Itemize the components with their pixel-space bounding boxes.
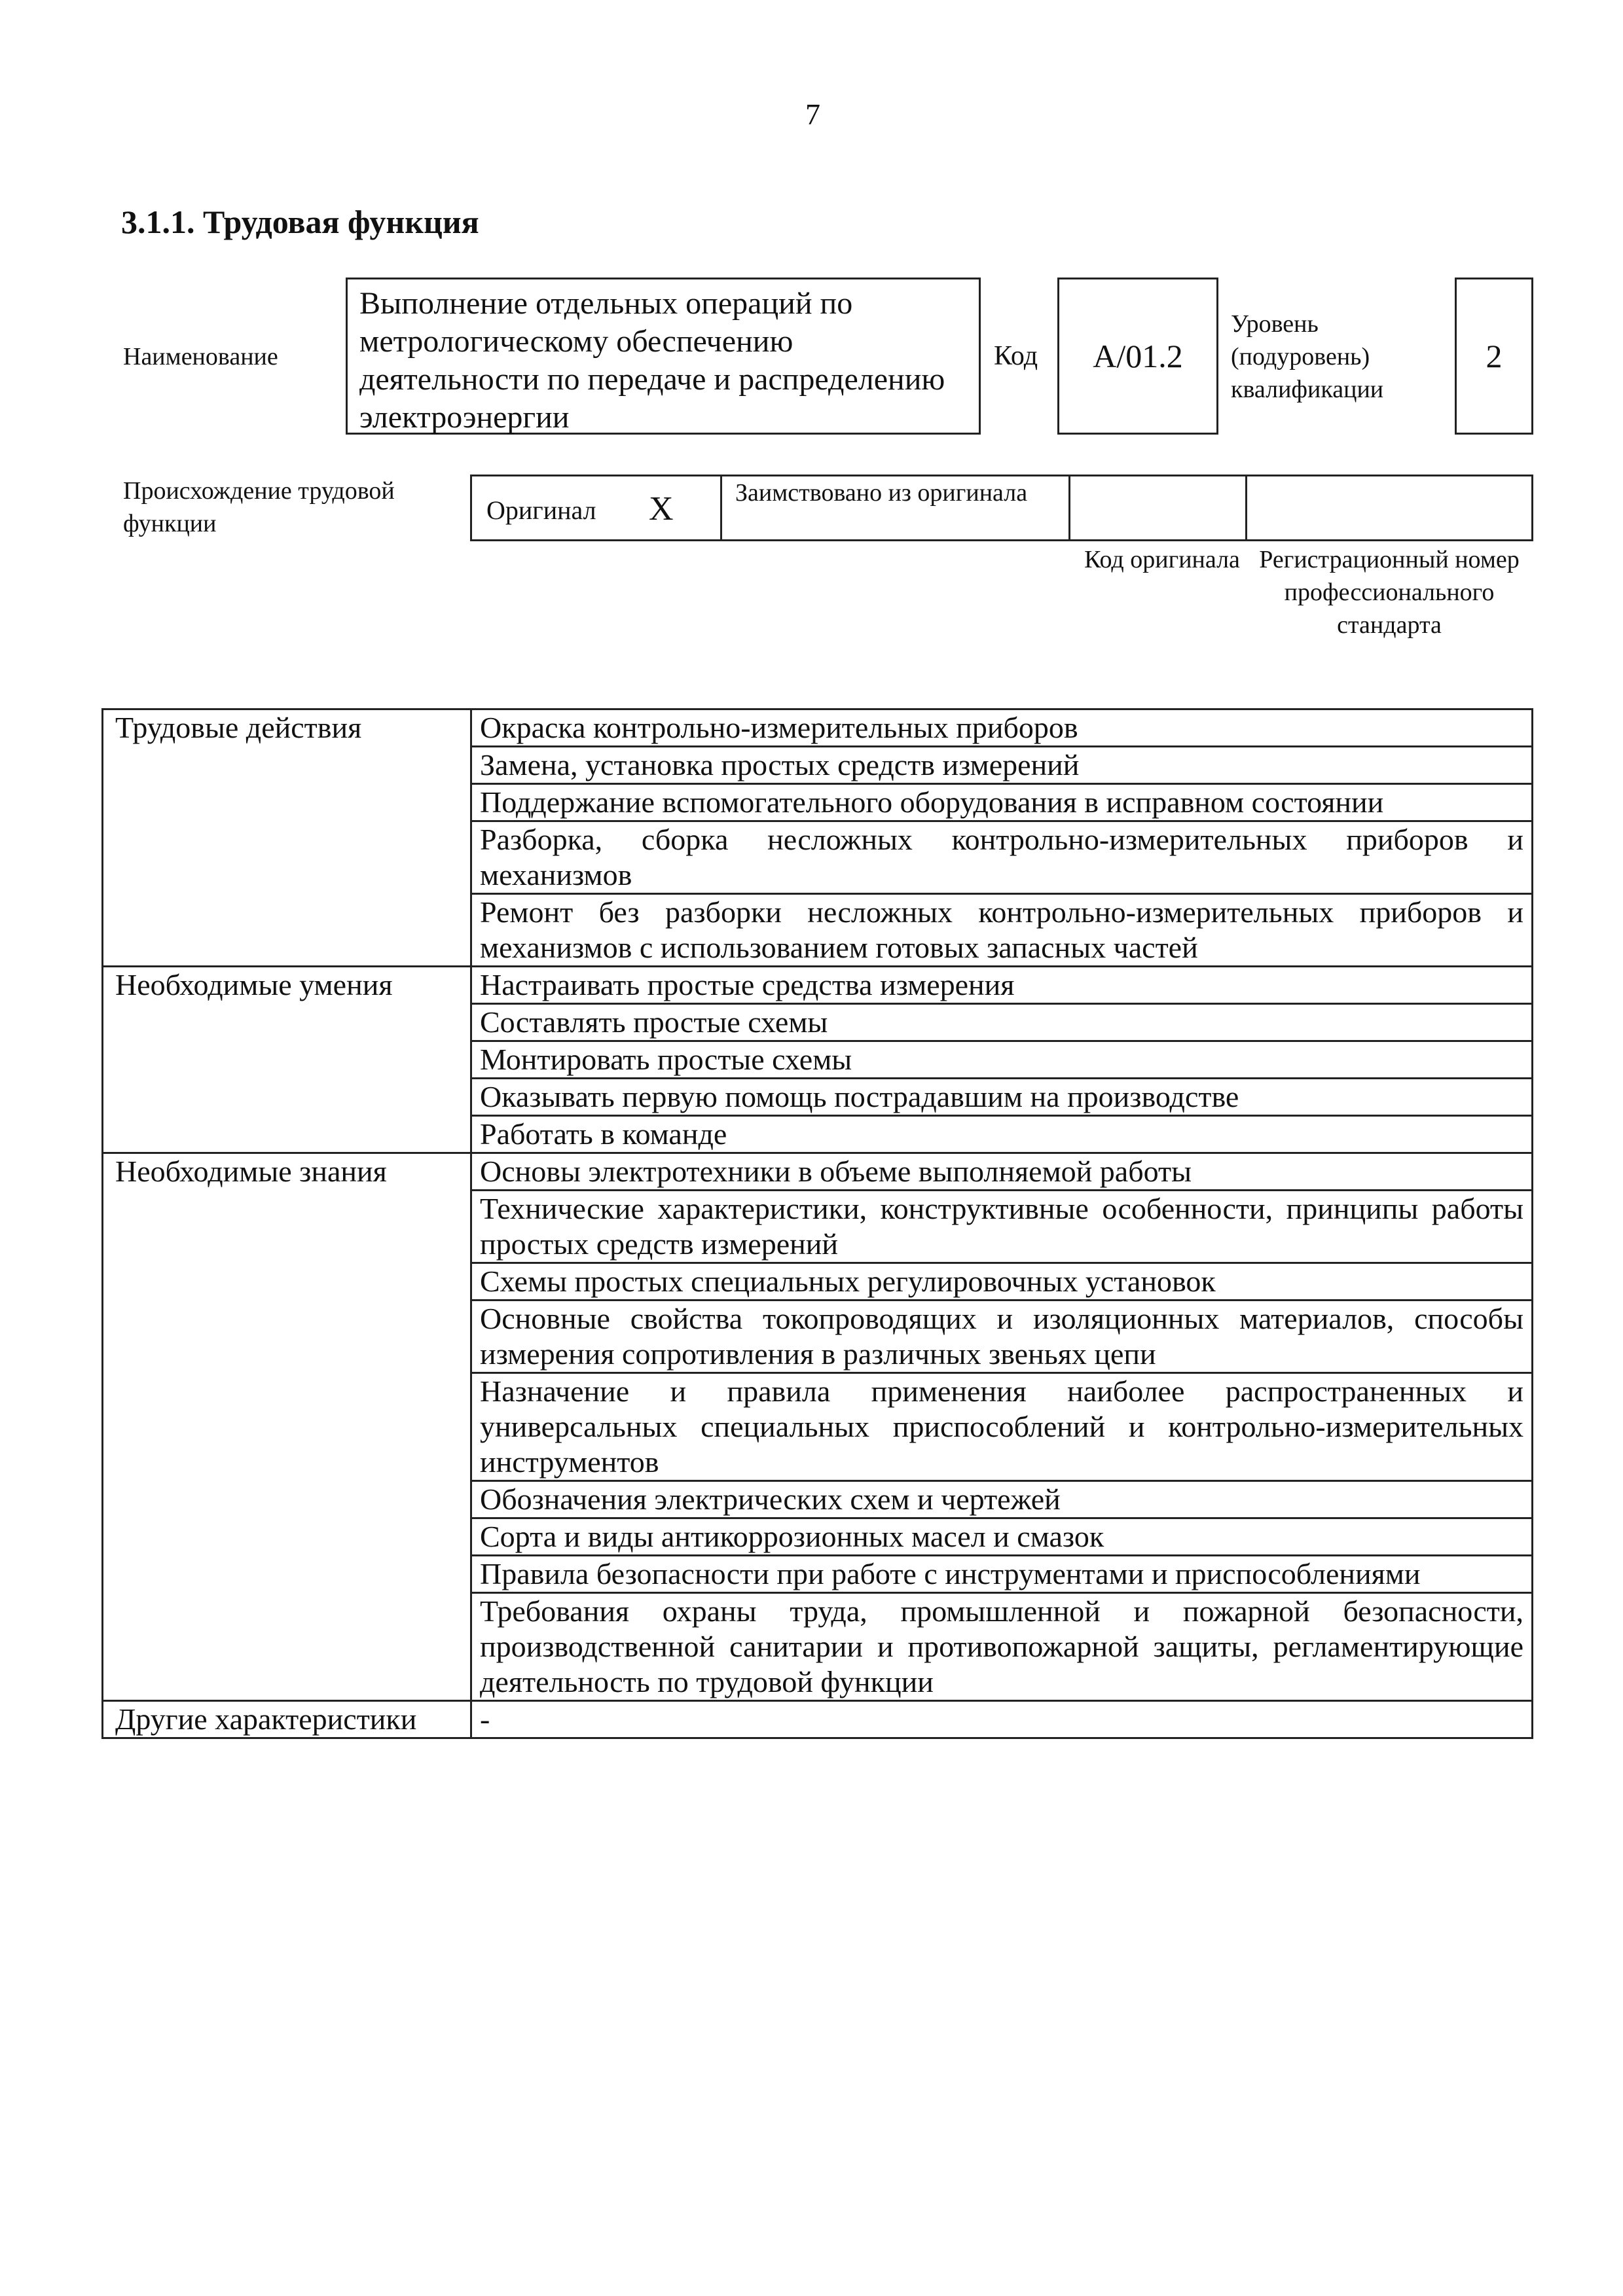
table-row	[103, 1153, 1533, 1191]
item-cell: Основы электротехники в объеме выполняемой работы	[471, 1153, 1533, 1191]
item-cell: Разборка, сборка несложных контрольно-измерительных приборов и механизмов	[471, 821, 1533, 894]
origin-table	[470, 475, 1533, 541]
name-value-box: Выполнение отдельных операций по метрологическому обеспечению деятельности по передаче и распределению электроэнергии	[346, 278, 981, 435]
name-label: Наименование	[123, 343, 278, 370]
origin-original-cell	[472, 476, 722, 539]
item-cell: Настраивать простые средства измерения	[471, 967, 1533, 1004]
item-cell: Монтировать простые схемы	[471, 1041, 1533, 1079]
item-cell: Правила безопасности при работе с инструментами и приспособлениями	[471, 1556, 1533, 1593]
item-cell: Ремонт без разборки несложных контрольно-измерительных приборов и механизмов с использованием готовых запасных частей	[471, 894, 1533, 967]
item-cell: Обозначения электрических схем и чертежей	[471, 1481, 1533, 1518]
table-row	[103, 1701, 1533, 1738]
category-cell: Необходимые умения	[103, 967, 471, 1153]
labor-function-table	[101, 708, 1533, 1739]
level-label-line-2: (подуровень)	[1231, 343, 1370, 370]
item-cell: Окраска контрольно-измерительных приборов	[471, 709, 1533, 747]
page-number: 7	[805, 98, 820, 131]
origin-reg-caption: Регистрационный номер профессионального стандарта	[1259, 546, 1520, 639]
code-value-box: A/01.2	[1057, 278, 1218, 435]
origin-code-cell	[1070, 476, 1247, 539]
qualification-level-box: 2	[1455, 278, 1533, 435]
item-cell: Требования охраны труда, промышленной и пожарной безопасности, производственной санитарии и противопожарной защиты, регламентирующие деятельность по трудовой функции	[471, 1593, 1533, 1701]
level-label-line-1: Уровень	[1231, 310, 1319, 338]
item-cell: Оказывать первую помощь пострадавшим на производстве	[471, 1079, 1533, 1116]
item-cell: Схемы простых специальных регулировочных установок	[471, 1263, 1533, 1300]
table-row	[103, 967, 1533, 1004]
item-cell: Работать в команде	[471, 1116, 1533, 1153]
item-cell: Технические характеристики, конструктивные особенности, принципы работы простых средств измерений	[471, 1191, 1533, 1263]
origin-original-label: Оригинал	[486, 495, 596, 525]
category-cell: Трудовые действия	[103, 709, 471, 967]
section-heading: 3.1.1. Трудовая функция	[121, 204, 479, 240]
qualification-level-label	[1231, 308, 1383, 406]
item-cell: Замена, установка простых средств измерений	[471, 747, 1533, 784]
item-cell: -	[471, 1701, 1533, 1738]
item-cell: Сорта и виды антикоррозионных масел и смазок	[471, 1518, 1533, 1556]
table-row	[103, 709, 1533, 747]
item-cell: Основные свойства токопроводящих и изоляционных материалов, способы измерения сопротивления в различных звеньях цепи	[471, 1300, 1533, 1373]
origin-label: Происхождение трудовой функции	[123, 477, 395, 537]
level-label-line-3: квалификации	[1231, 376, 1384, 403]
origin-code-caption: Код оригинала	[1084, 546, 1240, 573]
item-cell: Составлять простые схемы	[471, 1004, 1533, 1041]
category-cell: Необходимые знания	[103, 1153, 471, 1701]
origin-original-mark: X	[649, 490, 674, 528]
origin-borrowed-cell: Заимствовано из оригинала	[722, 476, 1070, 539]
category-cell: Другие характеристики	[103, 1701, 471, 1738]
item-cell: Назначение и правила применения наиболее распространенных и универсальных специальных приспособлений и контрольно-измерительных инструментов	[471, 1373, 1533, 1481]
origin-reg-number-cell	[1247, 476, 1535, 539]
item-cell: Поддержание вспомогательного оборудования в исправном состоянии	[471, 784, 1533, 821]
code-label: Код	[994, 341, 1038, 371]
